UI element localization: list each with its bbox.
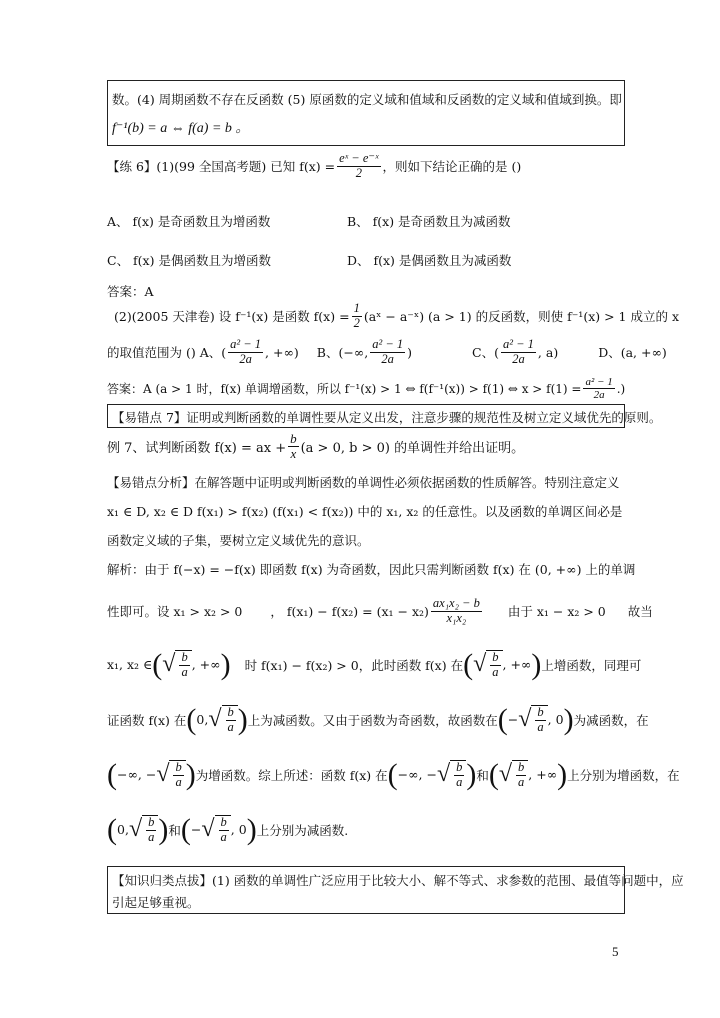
ex7-analysis-1: 【易错点分析】在解答题中证明或判断函数的单调性必须依据函数的性质解答。特别注意定义 xyxy=(107,475,620,490)
ex6-option-a: A、 f(x) 是奇函数且为增函数 xyxy=(107,214,271,229)
ex6-part2-options: 的取值范围为 () A、( $\frac{\text{a² − 1}}{2a}$ , +∞) B、(−∞, $\frac{\text{a² − 1}}{2a}$ ) C、( $\frac{\text{a² − 1}}{2a}$ , a) D、(a, +∞) xyxy=(107,337,667,366)
ex7-solution-3: x₁, x₂ ∈ ( √ $\frac{b}{a}$ , +∞ ) 时 f(x₁) − f(x₂) > 0，此时函数 f(x) 在 ( √ $\frac{b}{a}$ , +∞ ) 上增函数，同理可 xyxy=(107,648,642,682)
ex7-heading: 例 7、试判断函数 f(x) = ax + $\frac{b}{x}$ (a > 0, b > 0) 的单调性并给出证明。 xyxy=(107,431,525,462)
top-note-line1: 数。(4) 周期函数不存在反函数 (5) 原函数的定义域和值域和反函数的定义域和值域到换。即 xyxy=(112,92,622,107)
ex6-option-b: B、 f(x) 是奇函数且为减函数 xyxy=(347,214,511,229)
ex6-option-d: D、 f(x) 是偶函数且为减函数 xyxy=(347,253,512,268)
ex7-solution-2: 性即可。设 x₁ > x₂ > 0 ， f(x₁) − f(x₂) = (x₁ − x₂) $\frac{\text{ax₁x₂ − b}}{\text{x₁x₂}}$ 由于 x₁ − x₂ > 0 故当 xyxy=(107,596,653,625)
ex6-answer: 答案：A xyxy=(107,284,154,299)
ex7-solution-5: ( −∞, − √ $\frac{b}{a}$ ) 为增函数。综上所述：函数 f(x) 在 ( −∞, − √ $\frac{b}{a}$ ) 和 ( √ $\frac{b}{a}$ , +∞ ) 上分别为增函数，在 xyxy=(107,758,680,792)
ex7-solution-1: 解析：由于 f(−x) = −f(x) 即函数 f(x) 为奇函数，因此只需判断函数 f(x) 在 (0, +∞) 上的单调 xyxy=(107,562,636,577)
ex7-solution-4: 证函数 f(x) 在 ( 0, √ $\frac{b}{a}$ ) 上为减函数。又由于函数为奇函数，故函数在 ( − √ $\frac{b}{a}$ , 0 ) 为减函数，在 xyxy=(107,703,649,737)
knowledge-line2: 引起足够重视。 xyxy=(112,895,200,910)
top-note-line2: f⁻¹(b) = a ⇔ f(a) = b 。 xyxy=(112,121,250,136)
ex6-fraction: $\frac{\text{eˣ − e⁻ˣ}}{2}$ xyxy=(339,151,379,180)
knowledge-line1: 【知识归类点拔】(1) 函数的单调性广泛应用于比较大小、解不等式、求参数的范围、最值等问题中，应 xyxy=(112,873,684,888)
ex7-solution-6: ( 0, √ $\frac{b}{a}$ ) 和 ( − √ $\frac{b}{a}$ , 0 ) 上分别为减函数. xyxy=(107,813,349,847)
point7-text: 【易错点 7】证明或判断函数的单调性要从定义出发，注意步骤的规范性及树立定义域优先的原则。 xyxy=(112,410,662,425)
ex6-heading: 【练 6】(1)(99 全国高考题) 已知 f(x) = $\frac{\text{eˣ − e⁻ˣ}}{2}$ ，则如下结论正确的是 () xyxy=(107,151,522,180)
ex6-part2: (2)(2005 天津卷) 设 f⁻¹(x) 是函数 f(x) = $\frac{1}{2}$ (aˣ − a⁻ˣ) (a > 1) 的反函数，则使 f⁻¹(x) > 1 成立的 x xyxy=(114,301,679,330)
page-number: 5 xyxy=(612,944,619,959)
ex7-analysis-3: 函数定义域的子集，要树立定义域优先的意识。 xyxy=(107,533,370,548)
ex6-part2-answer: 答案：A (a > 1 时，f(x) 单调增函数，所以 f⁻¹(x) > 1 ⇔ f(f⁻¹(x)) > f(1) ⇔ x > f(1) = $\frac{\text{a² − 1}}{2a}$ .) xyxy=(107,376,626,402)
ex7-analysis-2: x₁ ∈ D, x₂ ∈ D f(x₁) > f(x₂) (f(x₁) < f(x₂)) 中的 x₁, x₂ 的任意性。以及函数的单调区间必是 xyxy=(107,504,623,519)
ex6-option-c: C、 f(x) 是偶函数且为增函数 xyxy=(107,253,271,268)
